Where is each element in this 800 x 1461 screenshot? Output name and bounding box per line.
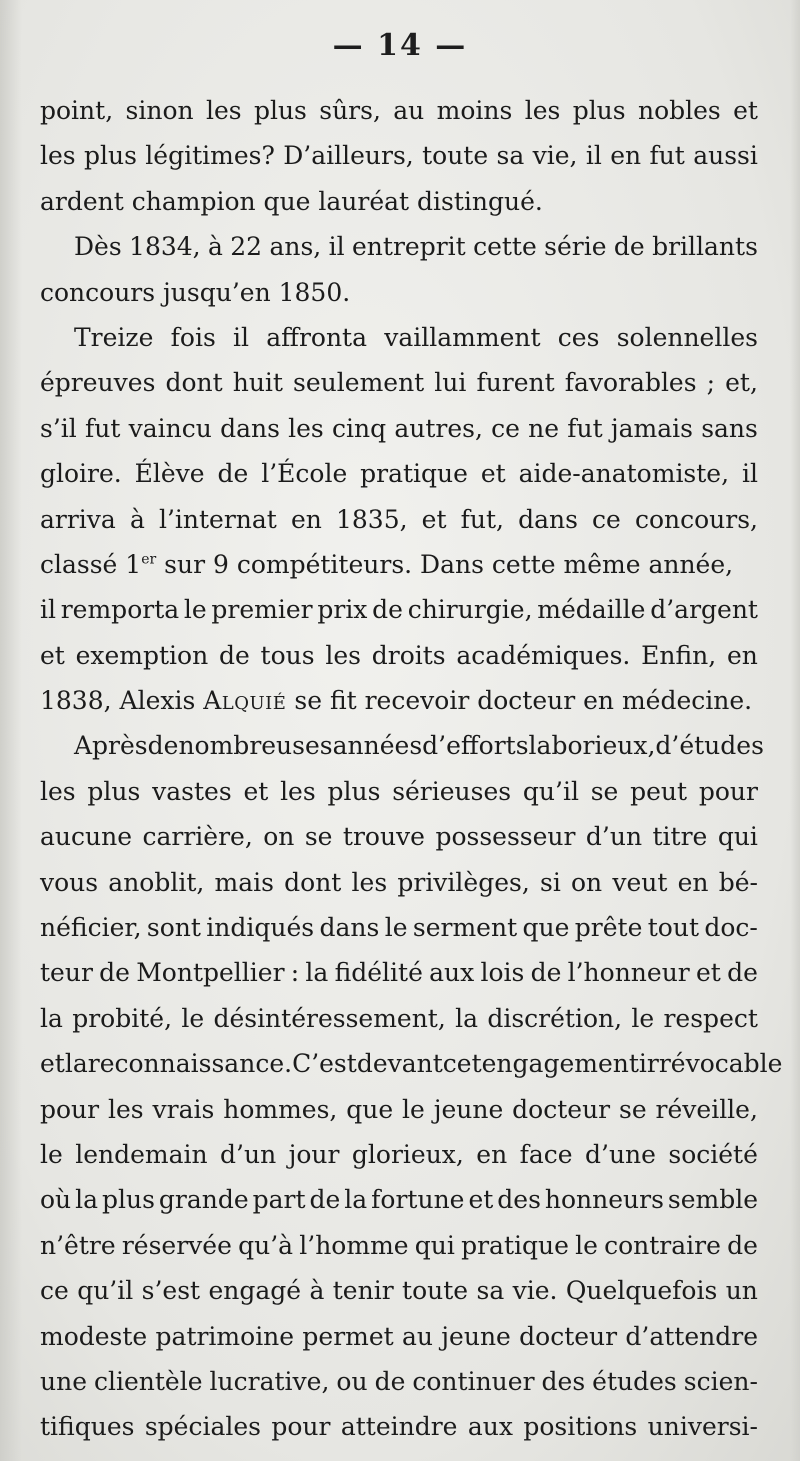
- text-line: [40, 451, 758, 496]
- word: à: [129, 504, 145, 534]
- word: qui: [414, 1230, 455, 1260]
- word: les: [40, 141, 76, 171]
- word: pratique: [360, 459, 468, 489]
- word: et: [468, 1185, 494, 1215]
- word: un: [725, 1276, 758, 1306]
- word: toute: [402, 1276, 469, 1306]
- word: respect: [663, 1003, 758, 1033]
- word: il: [233, 322, 250, 352]
- word: série: [544, 232, 607, 262]
- word: études: [592, 1366, 677, 1396]
- text-line: [40, 769, 758, 814]
- word: docteur: [512, 1094, 611, 1124]
- word: les: [524, 96, 561, 125]
- word: lois: [480, 958, 525, 988]
- word: il: [328, 232, 345, 262]
- word: contraire: [604, 1230, 721, 1260]
- word: de: [727, 958, 758, 988]
- word: d’attendre: [625, 1321, 758, 1351]
- word: années: [332, 731, 423, 761]
- word: vaillamment: [384, 322, 541, 352]
- word: l’École: [261, 459, 348, 489]
- text-fragment: sur 9 compétiteurs. Dans cette même année,: [156, 549, 734, 579]
- word: fortune: [371, 1185, 465, 1215]
- word: Élève: [134, 459, 205, 489]
- word: à: [309, 1276, 325, 1306]
- word: à: [208, 232, 223, 262]
- text-line: [40, 88, 758, 133]
- word: privilèges,: [397, 867, 530, 897]
- word: et: [733, 96, 758, 125]
- word: se: [619, 1094, 647, 1124]
- word: nombreuses: [178, 731, 333, 761]
- word: aucune: [40, 822, 133, 852]
- word: possesseur: [435, 822, 576, 852]
- word: continuer: [412, 1366, 535, 1396]
- word: au: [393, 96, 425, 125]
- word: doc-: [704, 913, 758, 943]
- word: société: [668, 1139, 758, 1169]
- word: patrimoine: [155, 1321, 295, 1351]
- word: de: [530, 958, 562, 988]
- word: fois: [170, 322, 216, 352]
- word: sa: [496, 141, 525, 171]
- word: vrais: [152, 1094, 215, 1124]
- word: pour: [698, 776, 758, 806]
- word: plus: [327, 776, 381, 806]
- word: tenir: [332, 1276, 394, 1306]
- word: ce: [40, 1276, 69, 1306]
- word: sa: [476, 1276, 505, 1306]
- word: en: [476, 1139, 508, 1169]
- word: de: [147, 731, 179, 761]
- word: et: [243, 776, 269, 806]
- word: l’honneur: [567, 958, 690, 988]
- word: C’est: [292, 1049, 357, 1079]
- word: prête: [574, 913, 643, 943]
- word: teur: [40, 958, 93, 988]
- word: veut: [612, 867, 668, 897]
- text-line: [40, 542, 758, 587]
- word: ou: [336, 1366, 368, 1396]
- word: jamais: [610, 413, 693, 443]
- word: tifiques: [40, 1412, 135, 1442]
- word: concours,: [634, 504, 758, 534]
- word: les: [205, 96, 242, 125]
- word: Dès: [74, 232, 122, 262]
- word: arriva: [40, 504, 116, 534]
- word: irrévocable: [638, 1049, 783, 1079]
- word: épreuves: [40, 368, 156, 398]
- word: entreprit: [352, 232, 466, 262]
- word: si: [539, 867, 561, 897]
- word: premier: [211, 595, 313, 625]
- word: dans: [518, 504, 578, 534]
- word: en: [727, 640, 758, 670]
- word: de: [727, 1230, 758, 1260]
- word: fut,: [460, 504, 504, 534]
- text-line: [40, 1177, 758, 1222]
- word: vaincu: [128, 413, 212, 443]
- word: médaille: [537, 595, 646, 625]
- word: sont: [146, 913, 201, 943]
- word: indiqués: [206, 913, 315, 943]
- word: glorieux,: [351, 1139, 464, 1169]
- word: le: [575, 1230, 598, 1260]
- word: et,: [725, 368, 758, 398]
- word: titre: [652, 822, 708, 852]
- word: brillants: [652, 232, 758, 262]
- text-line: [40, 497, 758, 542]
- word: carrière,: [142, 822, 253, 852]
- word: l’homme: [299, 1230, 409, 1260]
- word: et: [480, 459, 506, 489]
- word: où: [40, 1185, 72, 1215]
- word: pratique: [461, 1230, 569, 1260]
- text-line: [40, 950, 758, 995]
- text-fragment: classé 1: [40, 549, 142, 579]
- word: les: [108, 1094, 144, 1124]
- word: et: [40, 1049, 65, 1079]
- page-number: — 14 —: [332, 28, 468, 63]
- word: des: [497, 1185, 541, 1215]
- word: la: [455, 1003, 479, 1033]
- word: dans: [220, 413, 280, 443]
- text-line: [40, 814, 758, 859]
- word: positions: [523, 1412, 638, 1442]
- word: vie,: [532, 141, 578, 171]
- word: pour: [271, 1412, 331, 1442]
- word: vous: [40, 867, 99, 897]
- word: point,: [40, 96, 114, 125]
- text-line: [40, 905, 758, 950]
- word: plus: [102, 1185, 155, 1215]
- word: cette: [473, 232, 537, 262]
- word: les: [280, 776, 316, 806]
- word: solennelles: [616, 322, 758, 352]
- word: grande: [158, 1185, 249, 1215]
- word: réservée: [121, 1230, 232, 1260]
- word: tous: [260, 640, 315, 670]
- word: fidélité: [334, 958, 423, 988]
- word: la: [344, 1185, 368, 1215]
- text-line: ardent champion que lauréat distingué.: [40, 186, 543, 216]
- word: permet: [302, 1321, 394, 1351]
- word: chirurgie,: [407, 595, 533, 625]
- word: les: [40, 776, 76, 806]
- word: ne: [528, 413, 560, 443]
- word: serment: [412, 913, 518, 943]
- text-line: [40, 224, 758, 269]
- word: aussi: [693, 141, 758, 171]
- word: qu’à: [238, 1230, 294, 1260]
- text-line: [40, 1223, 758, 1268]
- word: reconnaissance.: [87, 1049, 293, 1079]
- word: cinq: [331, 413, 387, 443]
- word: sérieuses: [392, 776, 512, 806]
- word: vastes: [152, 776, 232, 806]
- word: s’il: [40, 413, 77, 443]
- word: Enfin,: [641, 640, 717, 670]
- word: légitimes?: [145, 141, 275, 171]
- word: la: [305, 958, 329, 988]
- word: Après: [74, 731, 148, 761]
- word: gloire.: [40, 459, 122, 489]
- word: réveille,: [655, 1094, 758, 1124]
- word: exemption: [75, 640, 209, 670]
- word: aide-anatomiste,: [518, 459, 730, 489]
- text-line: [40, 1132, 758, 1177]
- word: bé-: [718, 867, 758, 897]
- word: ans,: [269, 232, 322, 262]
- text-line: concours jusqu’en 1850.: [40, 277, 351, 307]
- word: lendemain: [75, 1139, 208, 1169]
- word: le: [384, 913, 408, 943]
- text-line: [40, 723, 764, 768]
- word: en: [290, 504, 322, 534]
- word: cet: [442, 1049, 482, 1079]
- word: toute: [422, 141, 489, 171]
- word: docteur: [519, 1321, 618, 1351]
- word: lucrative,: [209, 1366, 330, 1396]
- word: hommes,: [223, 1094, 338, 1124]
- word: ce: [491, 413, 520, 443]
- word: qu’il: [77, 1276, 134, 1306]
- word: de: [99, 958, 130, 988]
- word: le: [40, 1139, 63, 1169]
- word: n’être: [40, 1230, 116, 1260]
- text-line: [40, 406, 758, 451]
- word: de: [217, 459, 249, 489]
- word: de: [374, 1366, 406, 1396]
- word: il: [741, 459, 758, 489]
- text-line: [40, 678, 758, 723]
- word: néficier,: [40, 913, 142, 943]
- word: le: [183, 595, 207, 625]
- word: Treize: [74, 322, 154, 352]
- word: académiques.: [456, 640, 631, 670]
- word: fut: [85, 413, 121, 443]
- word: engagé: [208, 1276, 302, 1306]
- text-line: [40, 1314, 758, 1359]
- word: pour: [40, 1094, 100, 1124]
- word: 1835,: [335, 504, 408, 534]
- text-line: [40, 587, 758, 632]
- word: dans: [319, 913, 380, 943]
- word: les: [351, 867, 388, 897]
- word: lui: [434, 368, 467, 398]
- word: il: [585, 141, 602, 171]
- word: ;: [706, 368, 716, 398]
- word: se: [304, 822, 333, 852]
- word: 1834,: [129, 232, 201, 262]
- word: de: [309, 1185, 341, 1215]
- word: face: [519, 1139, 573, 1169]
- word: de: [372, 595, 403, 625]
- word: semble: [667, 1185, 758, 1215]
- word: jeune: [441, 1321, 511, 1351]
- word: huit: [232, 368, 283, 398]
- word: s’est: [141, 1276, 201, 1306]
- word: remporta: [60, 595, 180, 625]
- word: les: [325, 640, 361, 670]
- text-line: [40, 633, 758, 678]
- text-line: [40, 860, 758, 905]
- word: des: [541, 1366, 586, 1396]
- word: sinon: [125, 96, 194, 125]
- word: droits: [371, 640, 446, 670]
- word: les: [288, 413, 324, 443]
- word: anoblit,: [108, 867, 205, 897]
- word: le: [402, 1094, 425, 1124]
- text-fragment: 1838, Alexis: [40, 686, 204, 716]
- word: ce: [592, 504, 621, 534]
- word: 22: [230, 232, 263, 262]
- word: fut: [649, 141, 685, 171]
- gutter-shadow: [0, 0, 22, 1461]
- word: la: [64, 1049, 88, 1079]
- word: jeune: [433, 1094, 504, 1124]
- word: on: [571, 867, 603, 897]
- word: mais: [214, 867, 274, 897]
- word: d’études: [655, 731, 764, 761]
- word: le: [181, 1003, 205, 1033]
- word: sans: [701, 413, 758, 443]
- word: autres,: [394, 413, 483, 443]
- word: d’un: [585, 822, 643, 852]
- word: désintéressement,: [213, 1003, 446, 1033]
- word: nobles: [637, 96, 721, 125]
- text-line: [40, 1041, 783, 1086]
- word: on: [263, 822, 295, 852]
- word: le: [631, 1003, 655, 1033]
- text-line: [40, 996, 758, 1041]
- word: aux: [467, 1412, 513, 1442]
- word: la: [40, 1003, 63, 1033]
- word: trouve: [342, 822, 425, 852]
- word: d’argent: [650, 595, 758, 625]
- word: Montpellier: [136, 958, 285, 988]
- word: plus: [253, 96, 307, 125]
- text-line: [40, 1087, 758, 1132]
- word: de: [613, 232, 645, 262]
- word: plus: [87, 776, 141, 806]
- word: atteindre: [340, 1412, 458, 1442]
- word: honneurs: [544, 1185, 664, 1215]
- word: et: [40, 640, 65, 670]
- word: tout: [647, 913, 699, 943]
- text-line: [40, 360, 758, 405]
- word: modeste: [40, 1321, 148, 1351]
- word: en: [677, 867, 709, 897]
- word: vie.: [512, 1276, 558, 1306]
- word: seulement: [293, 368, 425, 398]
- word: furent: [476, 368, 555, 398]
- word: que: [522, 913, 570, 943]
- word: jour: [288, 1139, 340, 1169]
- word: d’efforts: [422, 731, 529, 761]
- word: probité,: [72, 1003, 173, 1033]
- word: favorables: [564, 368, 697, 398]
- word: laborieux,: [528, 731, 656, 761]
- word: fut: [567, 413, 603, 443]
- word: sûrs,: [319, 96, 381, 125]
- body-text: [40, 88, 783, 1450]
- word: Quelquefois: [565, 1276, 718, 1306]
- word: et: [696, 958, 721, 988]
- page-edge-shadow: [790, 0, 800, 1461]
- word: qu’il: [522, 776, 579, 806]
- word: scien-: [683, 1366, 758, 1396]
- word: dont: [284, 867, 342, 897]
- word: affronta: [266, 322, 368, 352]
- word: devant: [356, 1049, 443, 1079]
- word: clientèle: [94, 1366, 203, 1396]
- word: prix: [317, 595, 368, 625]
- text-line: [40, 133, 758, 178]
- author-name: Alquié: [203, 686, 287, 716]
- text-line: [40, 315, 758, 360]
- word: dont: [165, 368, 223, 398]
- word: que: [346, 1094, 394, 1124]
- text-line: [40, 1404, 758, 1449]
- superscript: er: [141, 551, 157, 568]
- word: qui: [717, 822, 758, 852]
- text-fragment: se fit recevoir docteur en médecine.: [286, 686, 753, 716]
- word: engagement: [481, 1049, 639, 1079]
- text-line: [40, 1268, 758, 1313]
- word: de: [218, 640, 250, 670]
- word: plus: [83, 141, 137, 171]
- word: au: [401, 1321, 433, 1351]
- word: la: [75, 1185, 99, 1215]
- word: plus: [572, 96, 626, 125]
- word: une: [40, 1366, 87, 1396]
- word: discrétion,: [487, 1003, 623, 1033]
- word: ces: [557, 322, 600, 352]
- word: universi-: [647, 1412, 758, 1442]
- word: :: [290, 958, 300, 988]
- word: peut: [630, 776, 688, 806]
- word: se: [590, 776, 619, 806]
- word: part: [252, 1185, 306, 1215]
- word: l’internat: [158, 504, 277, 534]
- word: d’un: [220, 1139, 277, 1169]
- word: spéciales: [144, 1412, 261, 1442]
- word: en: [610, 141, 642, 171]
- word: et: [421, 504, 447, 534]
- word: aux: [429, 958, 475, 988]
- word: D’ailleurs,: [283, 141, 414, 171]
- word: il: [40, 595, 56, 625]
- word: d’une: [585, 1139, 656, 1169]
- word: moins: [436, 96, 513, 125]
- text-line: [40, 1359, 758, 1404]
